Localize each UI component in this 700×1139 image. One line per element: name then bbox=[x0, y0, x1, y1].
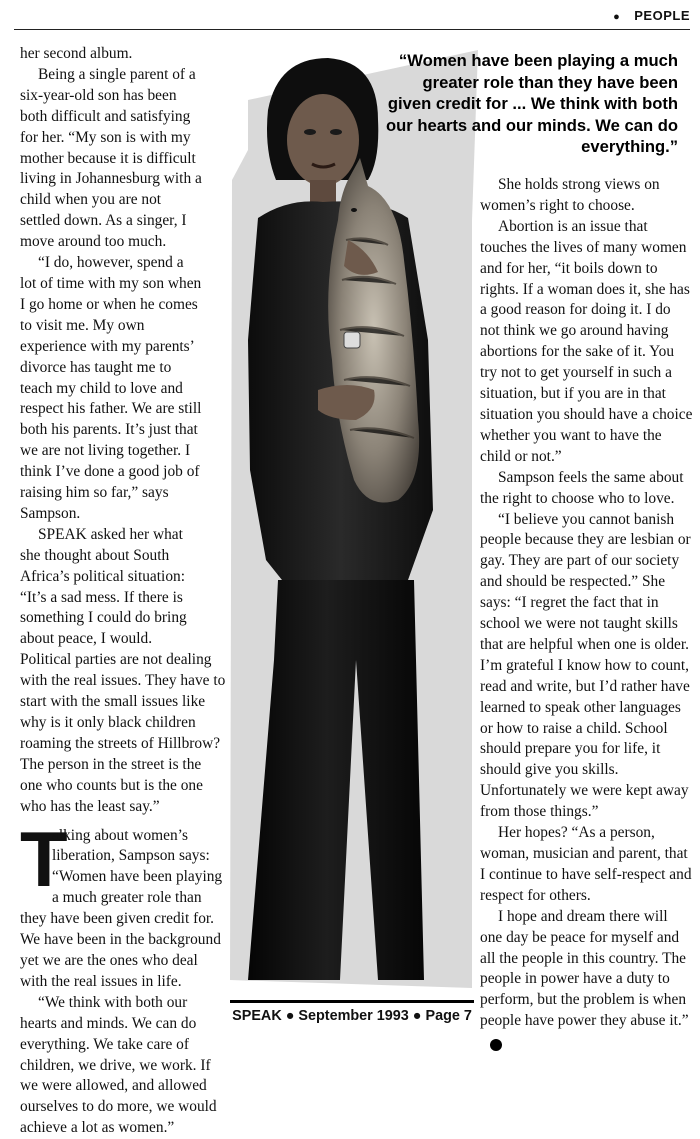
paragraph: SPEAK asked her what she thought about South Africa’s political situation: “It’s a sad mess. If there is something I could do bring about peace, I would. Political parties are not dealing with the real issues. They have to start with the small issues like why is it only black children roaming the streets of Hillbrow? The person in the street is the one who counts but is the one who has the least say.” bbox=[20, 525, 226, 815]
paragraph bbox=[20, 814, 226, 993]
paragraph-text: alking about women’s liberation, Sampson says: “Women have been playing a much greater role than they have been given credit for. We have been in the background yet we are the ones who deal with the real issues in life. bbox=[20, 826, 223, 990]
pull-quote: “Women have been playing a much greater role than they have been given credit for ... We think with both our hearts and our minds. We can do everything.” bbox=[386, 51, 678, 157]
end-mark-icon: ✪ bbox=[490, 1039, 502, 1051]
portrait-photo bbox=[228, 40, 472, 988]
paragraph: “I believe you cannot banish people because they are lesbian or gay. They are part of our society and should be respected.” She says: “I regret the fact that in school we were not taught skills that are helpful when one is older. I’m grateful I know how to count, read and write, but I’d rather have learned to speak other languages or how to raise a child. School should prepare you for life, it should give you skills. Unfortunately we were kept away from those things.” bbox=[480, 510, 691, 821]
paragraph: “I do, however, spend a lot of time with my son when I go home or when he comes to visit me. My own experience with my parents’ divorce has taught me to teach my child to love and respect his father. We are still both his parents. It’s just that we are not living together. I think I’ve done a good job of raising him so far,” says Sampson. bbox=[20, 254, 202, 522]
paragraph-text: I hope and dream there will one day be peace for myself and all the people in this country. The people in power have a duty to perform, but the problem is when people have power they abuse it.” bbox=[480, 907, 689, 1030]
left-column bbox=[20, 44, 226, 1139]
paragraph: Her hopes? “As a person, woman, musician and parent, that I continue to have self-respect and respect for others. bbox=[480, 824, 692, 904]
section-name: PEOPLE bbox=[634, 8, 690, 23]
paragraph: her second album. bbox=[20, 45, 133, 62]
face bbox=[287, 94, 359, 186]
page-header bbox=[0, 0, 700, 30]
paragraph: Being a single parent of a six-year-old son has been both difficult and satisfying for her. “My son is with my mother because it is difficult living in Johannesburg with a child when you are not settled down. As a singer, I move around too much. bbox=[20, 65, 202, 251]
section-label: ● PEOPLE bbox=[613, 8, 690, 23]
page-footer: SPEAK ● September 1993 ● Page 7 bbox=[232, 1008, 472, 1024]
right-column bbox=[480, 175, 693, 1053]
header-rule bbox=[14, 29, 690, 30]
paragraph bbox=[480, 907, 693, 1053]
paragraph: “We think with both our hearts and minds. We can do everything. We take care of children, we drive, we work. If we were allowed, and allowed ourselves to do more, we would achieve a lot as women.” bbox=[20, 993, 217, 1137]
paragraph: Abortion is an issue that touches the lives of many women and for her, “it boils down to rights. If a woman does it, she has a good reason for doing it. I do not think we go around having abortions for the sake of it. You try not to get yourself in such a situation, but if you are in that situation you should have a choice whether you want to have the child or not.” bbox=[480, 217, 693, 465]
drop-cap: T bbox=[20, 814, 68, 903]
paragraph: She holds strong views on women’s right to choose. bbox=[480, 176, 660, 214]
paragraph: Sampson feels the same about the right to choose who to love. bbox=[480, 468, 684, 507]
footer-rule bbox=[230, 1000, 474, 1003]
